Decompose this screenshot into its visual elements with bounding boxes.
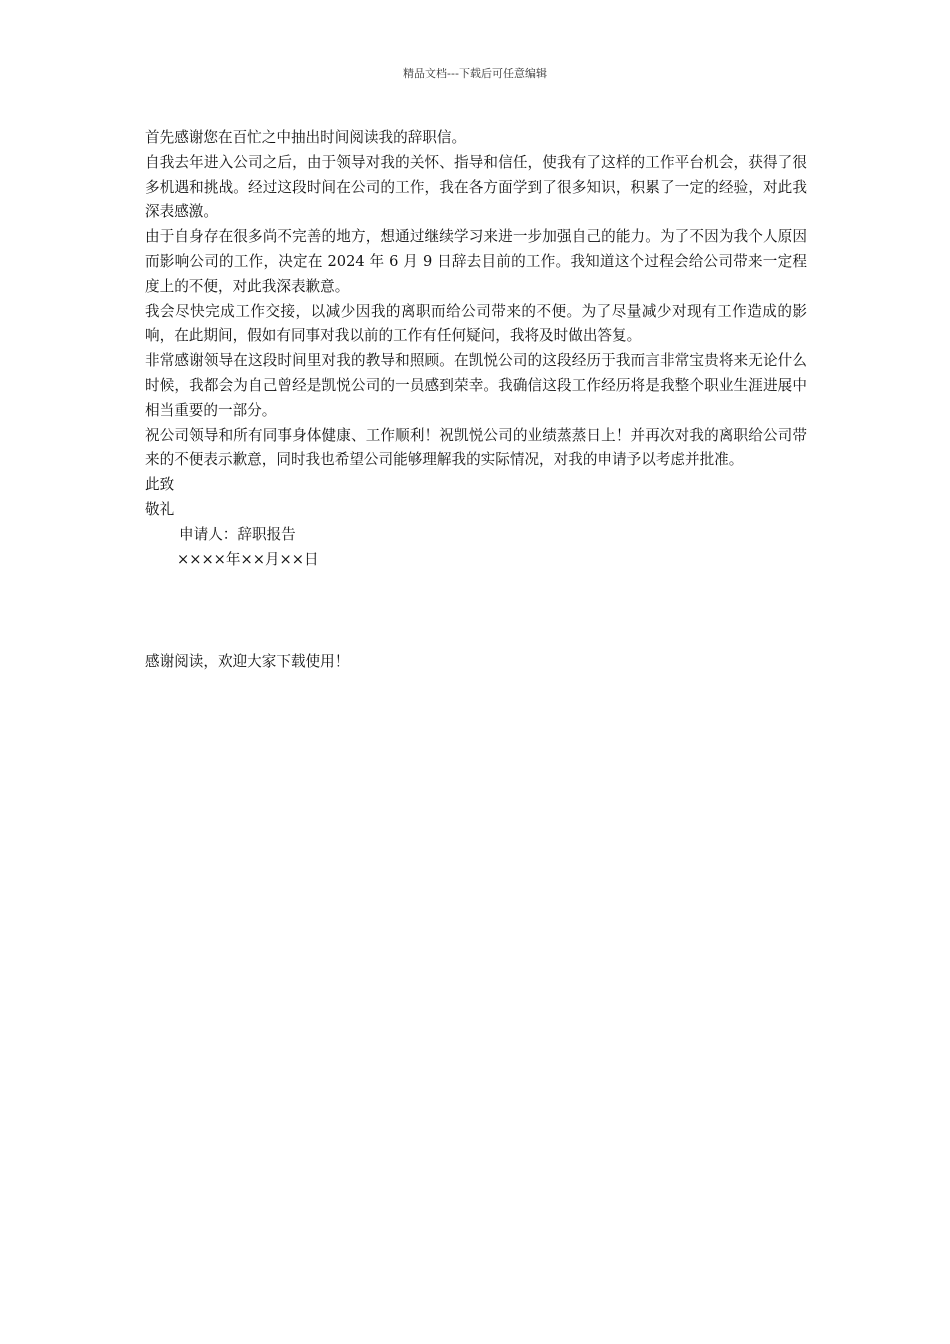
applicant-line: 申请人：辞职报告 [179, 525, 296, 543]
letter-paragraph-1: 首先感谢您在百忙之中抽出时间阅读我的辞职信。 [145, 129, 467, 146]
letter-paragraph-5: 非常感谢领导在这段时间里对我的教导和照顾。在凯悦公司的这段经历于我而言非常宝贵将来无论什么时候，我都会为自己曾经是凯悦公司的一员感到荣幸。我确信这段工作经历将是我整个职业生涯进展中相当重要的一部分。 [145, 352, 807, 419]
salutation-jingli: 敬礼 [145, 500, 175, 518]
letter-paragraph-6: 祝公司领导和所有同事身体健康、工作顺利！祝凯悦公司的业绩蒸蒸日上！并再次对我的离职给公司带来的不便表示歉意，同时我也希望公司能够理解我的实际情况，对我的申请予以考虑并批准。 [145, 426, 807, 469]
letter-paragraph-4: 我会尽快完成工作交接，以减少因我的离职而给公司带来的不便。为了尽量减少对现有工作造成的影响，在此期间，假如有同事对我以前的工作有任何疑问，我将及时做出答复。 [145, 302, 807, 345]
letter-paragraph-3: 由于自身存在很多尚不完善的地方，想通过继续学习来进一步加强自己的能力。为了不因为我个人原因而影响公司的工作，决定在 2024 年 6 月 9 日辞去目前的工作。我知道这个过程会给公司带来一定程度上的不便，对此我深表歉意。 [145, 228, 807, 295]
letter-body [145, 126, 807, 572]
salutation-cizhi: 此致 [145, 476, 175, 494]
date-line: ××××年××月××日 [177, 550, 319, 568]
header-note: 精品文档---下载后可任意编辑 [403, 67, 547, 80]
closing-note: 感谢阅读，欢迎大家下载使用！ [145, 653, 350, 670]
letter-paragraph-2: 自我去年进入公司之后，由于领导对我的关怀、指导和信任，使我有了这样的工作平台机会，获得了很多机遇和挑战。经过这段时间在公司的工作，我在各方面学到了很多知识，积累了一定的经验，对此我深表感激。 [145, 153, 807, 221]
